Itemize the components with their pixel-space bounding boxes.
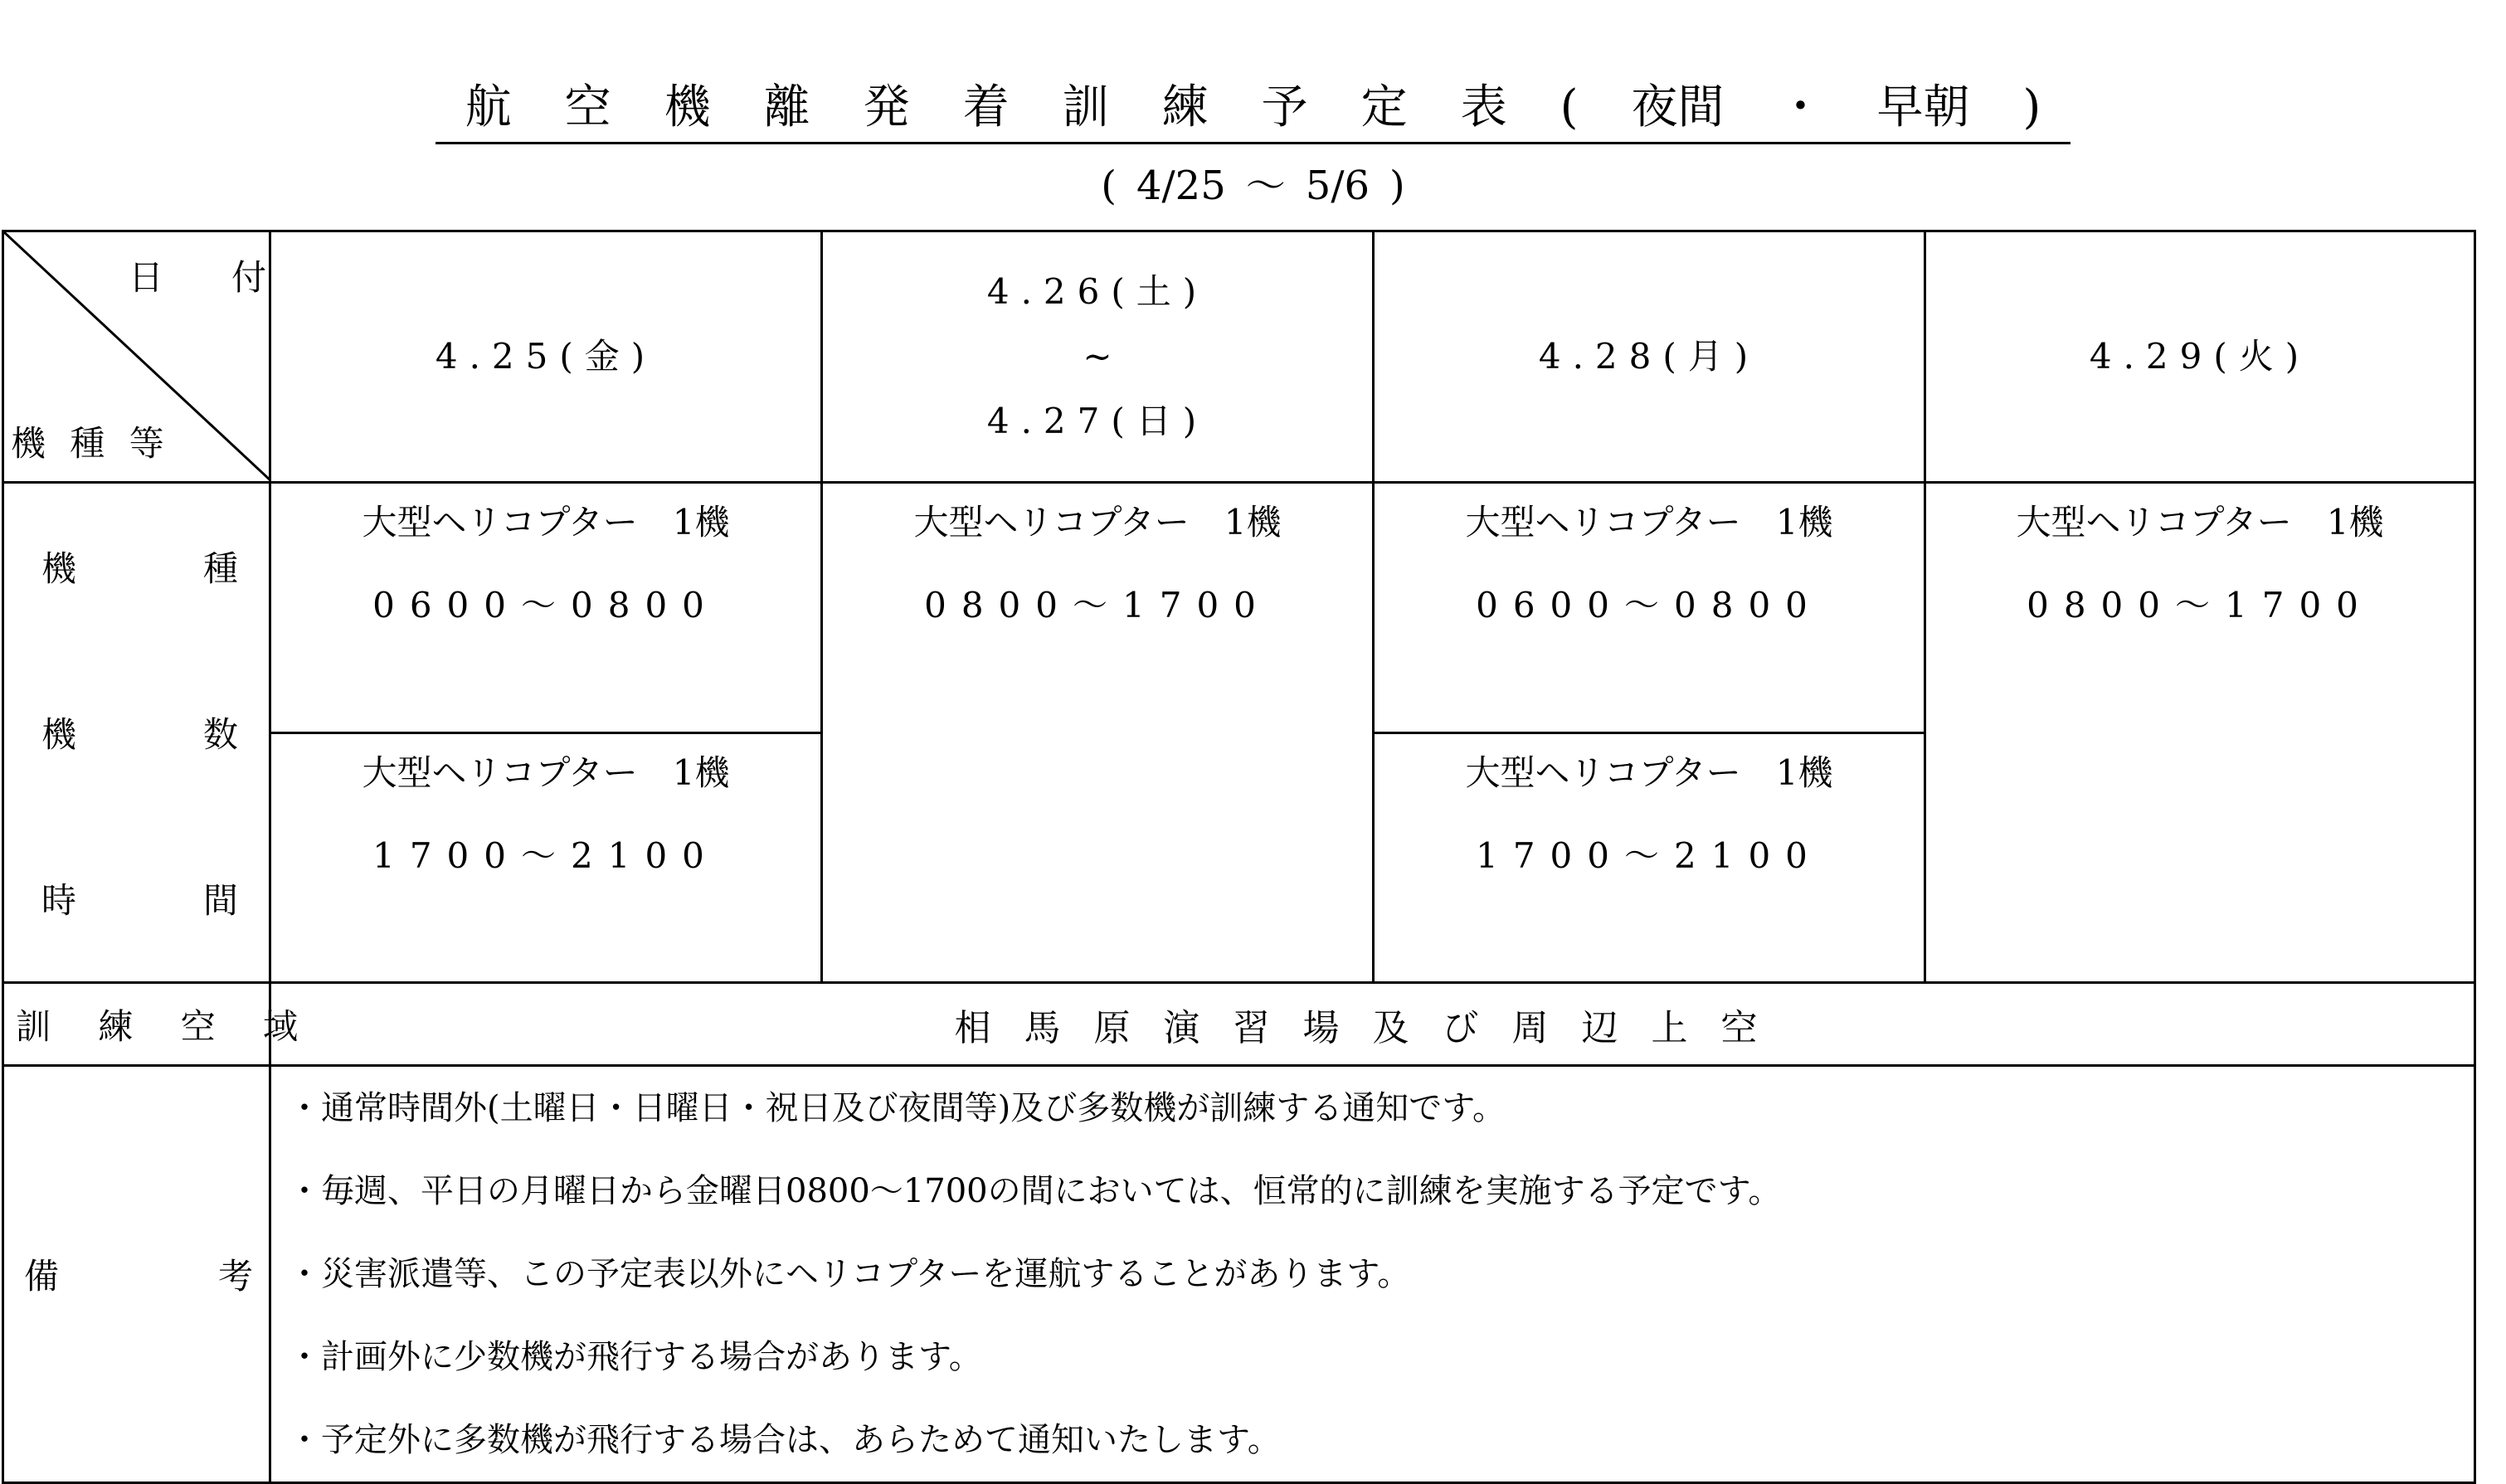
schedule-slot [1374,483,1925,733]
schedule-slot [270,483,822,733]
time-range: 0800～1700 [924,585,1271,625]
title-char: 空 [564,80,611,134]
schedule-row-label [3,483,270,983]
row-label-char: 考 [218,1256,254,1297]
title-char: 表 [1460,80,1507,134]
title-char: 練 [1161,80,1209,134]
header-row [3,231,2475,483]
training-area-text: 相馬原演習場及び周辺上空 [954,1006,1791,1049]
corner-label-date: 付 [231,257,267,298]
title-char: 航 [465,80,512,134]
aircraft-type: 大型ヘリコプター 1機 [1465,752,1833,793]
area-row-label [3,983,317,1066]
corner-label-type: 機 種 等 [11,423,171,464]
time-range: 1700～2100 [372,834,719,876]
remark-item: ・計画外に少数機が飛行する場合があります。 [288,1338,982,1376]
time-range: 0600～0800 [1476,585,1822,625]
title-char: 早朝 [1876,80,1970,134]
schedule-slot [1374,732,1925,983]
page-title-underlined [436,79,2071,144]
remark-item: ・災害派遣等、この予定表以外にヘリコプターを運航することがあります。 [288,1255,1411,1293]
page-title [0,79,2506,144]
schedule-table [2,230,2476,1484]
date-range-part: 5/6 [1305,163,1370,209]
remark-item: ・予定外に多数機が飛行する場合は、あらためて通知いたします。 [288,1421,1281,1459]
date-label: 4.27(日) [986,401,1209,441]
date-label: 4.28(月) [1538,336,1760,377]
remarks [270,1066,2475,1483]
date-range-part: ～ [1245,163,1286,209]
remarks-row-label [3,1066,270,1483]
time-range: 0600～0800 [372,585,719,625]
corner-cell [3,231,270,483]
date-header [270,231,822,483]
date-header [1374,231,1925,483]
aircraft-type: 大型ヘリコプター 1機 [2016,502,2384,543]
date-label: 4.25(金) [435,336,657,377]
aircraft-type: 大型ヘリコプター 1機 [362,752,730,793]
date-range-separator: ~ [1083,336,1112,377]
title-char: 離 [763,80,810,134]
row-label: 訓 練 空 域 [16,1005,317,1047]
row-label-char: 種 [203,548,239,589]
row-label-char: 備 [24,1256,60,1297]
schedule-slot [270,732,822,983]
title-char: 発 [863,80,910,134]
date-label: 4.29(火) [2089,336,2311,377]
title-char: ・ [1777,80,1824,134]
training-area [270,983,2475,1066]
corner-label-date: 日 [129,257,164,298]
date-range-part: 4/25 [1136,163,1226,209]
title-char: 訓 [1062,80,1109,134]
row-label-char: 数 [203,714,239,755]
date-range-part: ) [1389,163,1405,209]
date-header [822,231,1374,483]
aircraft-type: 大型ヘリコプター 1機 [913,502,1282,543]
row-label-char: 間 [203,880,239,921]
date-header [1925,231,2475,483]
area-row [3,983,2475,1066]
row-label-char: 時 [41,880,77,921]
date-range [0,159,2506,212]
date-range-part: ( [1101,163,1117,209]
row-label-char: 機 [41,714,77,755]
remark-item: ・毎週、平日の月曜日から金曜日0800～1700の間においては、恒常的に訓練を実施する予定です。 [288,1172,1782,1210]
title-char: 夜間 [1631,80,1725,134]
date-label: 4.26(土) [986,271,1209,312]
remark-item: ・通常時間外(土曜日・日曜日・祝日及び夜間等)及び多数機が訓練する通知です。 [288,1089,1506,1127]
title-char: 予 [1261,80,1308,134]
time-range: 1700～2100 [1476,834,1822,876]
schedule-slot [1925,483,2475,983]
title-char: 機 [664,80,711,134]
aircraft-type: 大型ヘリコプター 1機 [362,502,730,543]
time-range: 0800～1700 [2027,585,2373,625]
title-char: ( [1560,80,1579,134]
row-label-char: 機 [41,548,77,589]
schedule-slot [822,483,1374,983]
aircraft-type: 大型ヘリコプター 1機 [1465,502,1833,543]
title-char: 着 [962,80,1010,134]
schedule-row [3,483,2475,733]
remarks-row [3,1066,2475,1483]
title-char: 定 [1360,80,1408,134]
title-char: ) [2022,80,2041,134]
